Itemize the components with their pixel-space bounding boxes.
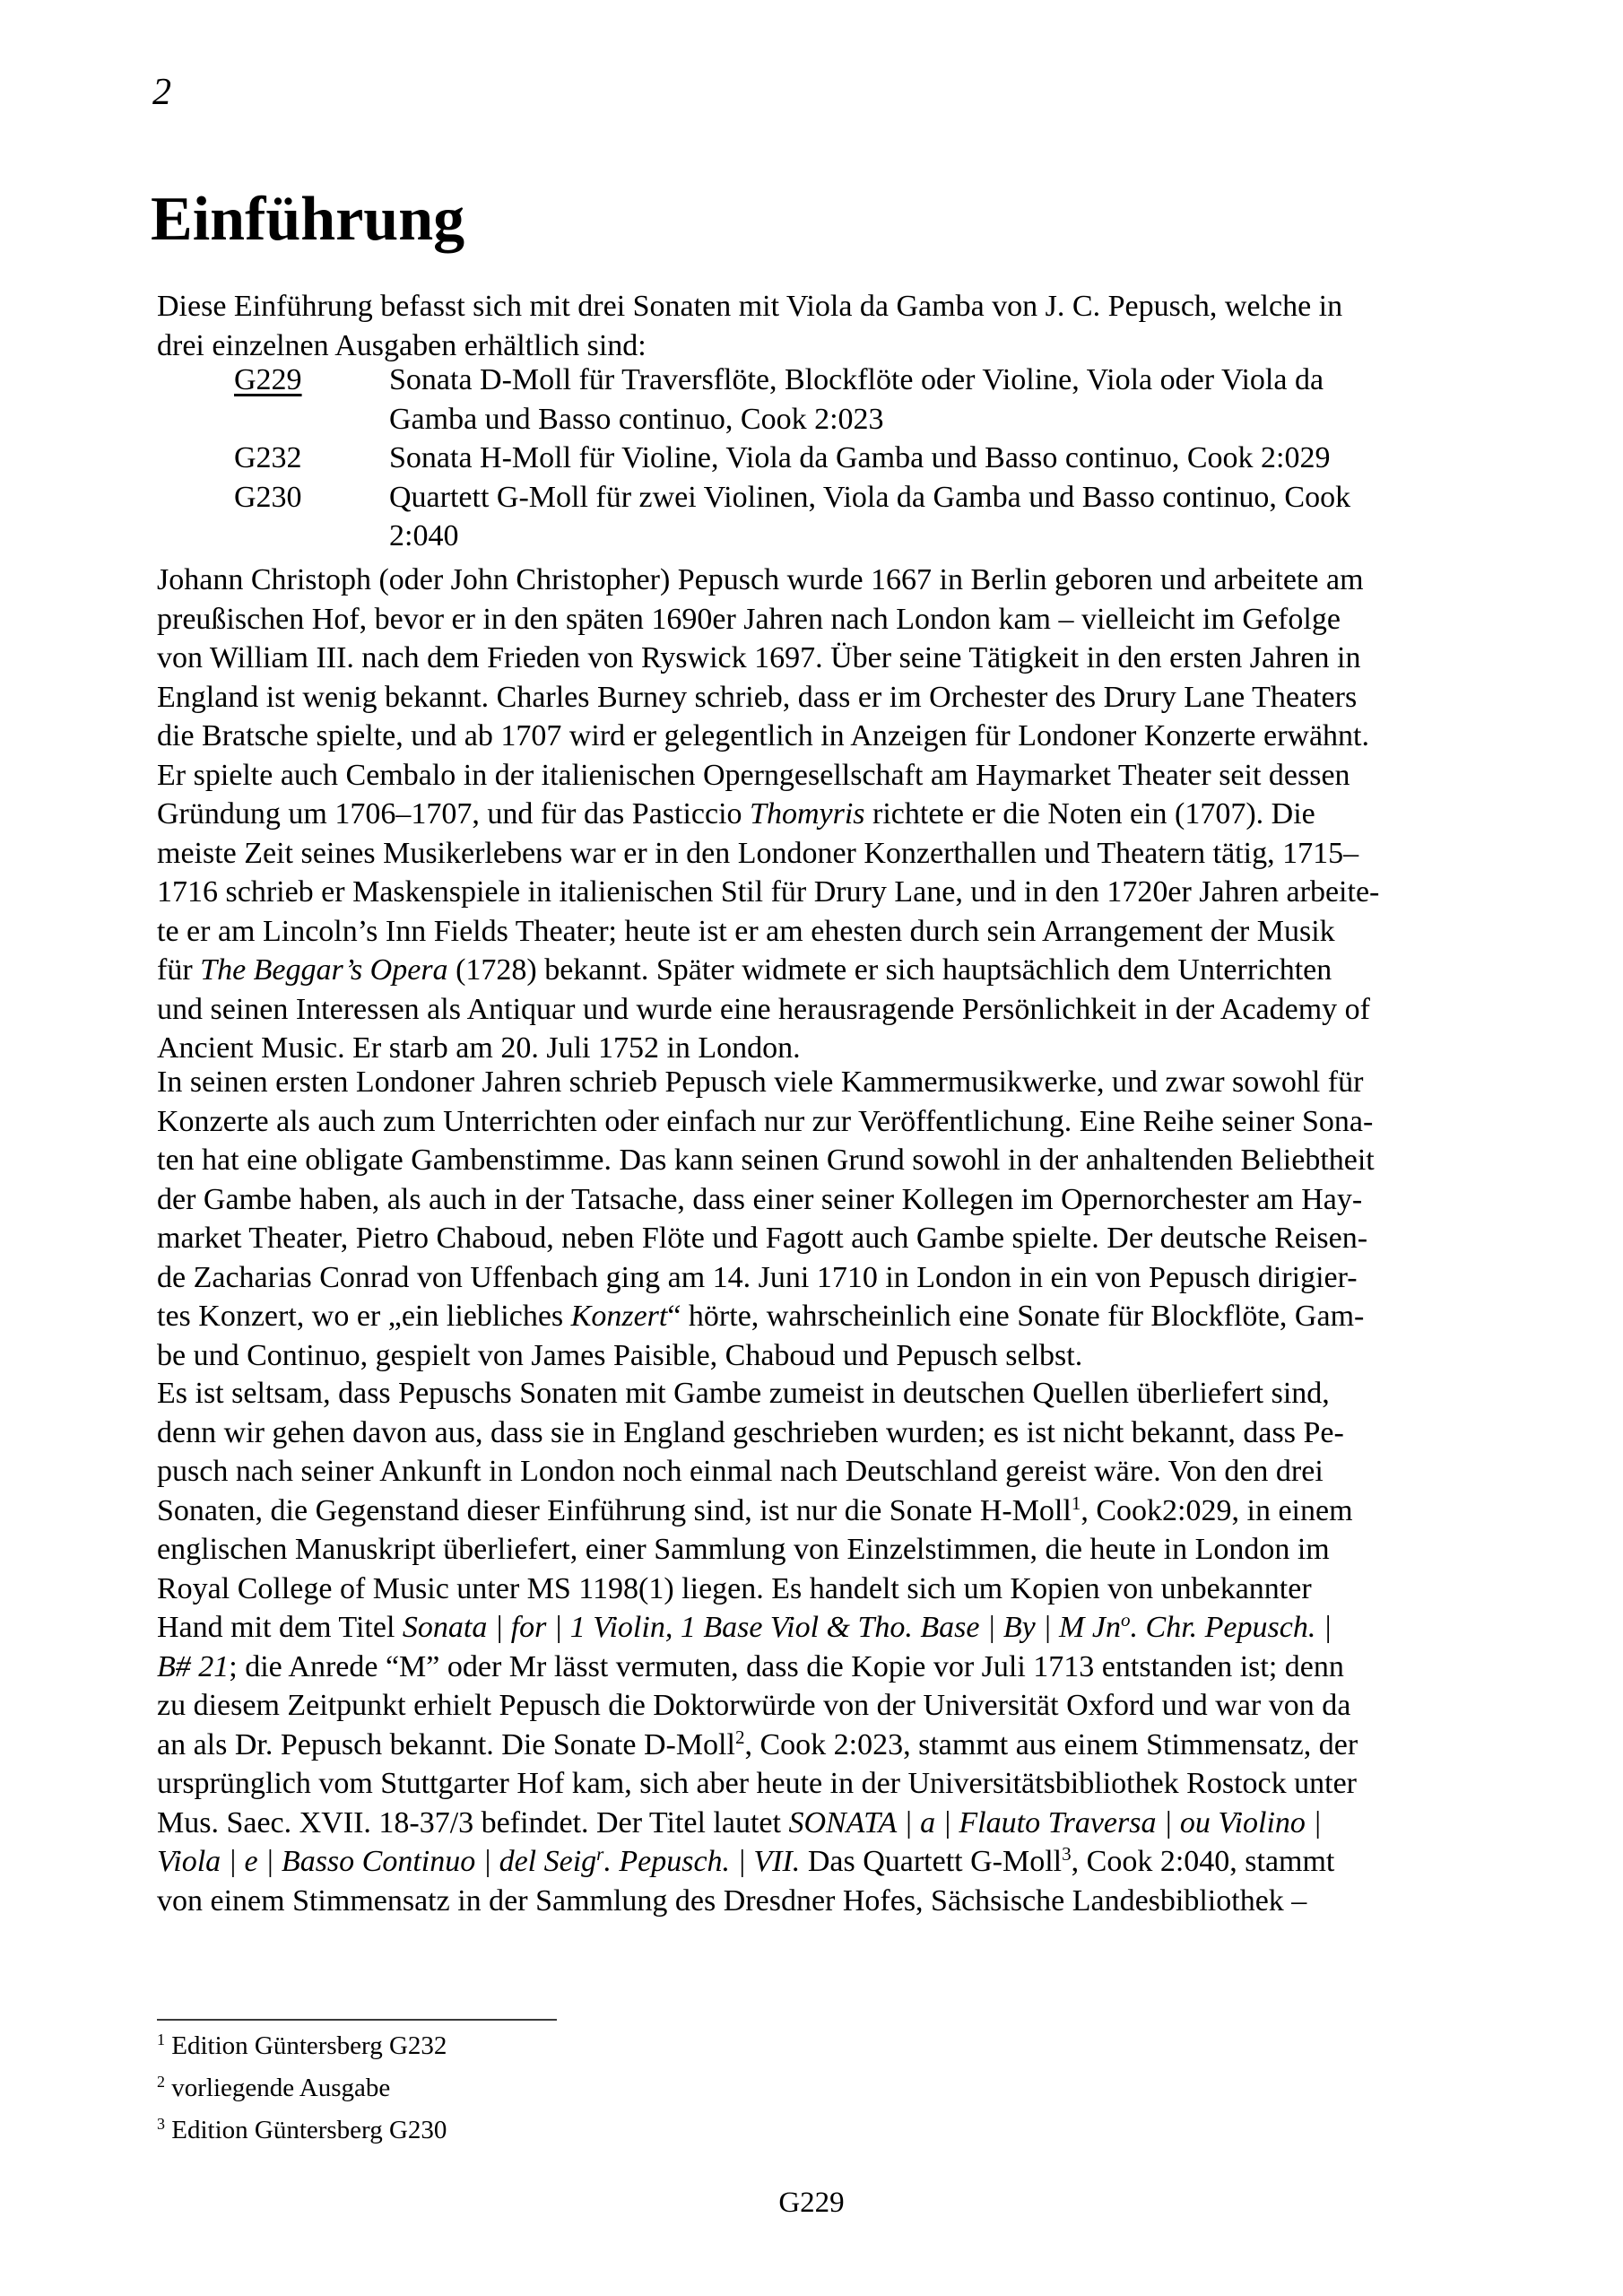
- text-line: [157, 1570, 1358, 1609]
- text-line: [157, 678, 1379, 718]
- text-segment: Er spielte auch Cembalo in der italienischen Operngesellschaft am Haymarket Theater seit dessen: [157, 758, 1350, 792]
- text-segment: Quartett G-Moll für zwei Violinen, Viola da Gamba und Basso continuo, Cook: [389, 480, 1351, 514]
- text-line: [389, 361, 1350, 400]
- intro-paragraph: [157, 287, 1342, 365]
- text-segment: Mus. Saec. XVII. 18-37/3 befindet. Der Titel lautet: [157, 1805, 789, 1839]
- text-segment: für: [157, 953, 201, 987]
- text-segment: Diese Einführung befasst sich mit drei Sonaten mit Viola da Gamba von J. C. Pepusch, welche in: [157, 290, 1343, 323]
- text-segment: Johann Christoph (oder John Christopher) Pepusch wurde 1667 in Berlin geboren und arbeitete am: [157, 563, 1364, 596]
- text-segment: Hand mit dem Titel: [157, 1611, 403, 1644]
- footnote-mark: 2: [157, 2073, 165, 2092]
- text-segment: B# 21: [157, 1649, 230, 1683]
- text-segment: richtete er die Noten ein (1707). Die: [864, 797, 1315, 831]
- edition-list-row: [157, 439, 1350, 478]
- text-line: [157, 1686, 1358, 1726]
- text-segment: (1728) bekannt. Später widmete er sich hauptsächlich dem Unterrichten: [447, 953, 1332, 987]
- edition-code: G229: [234, 363, 302, 396]
- text-segment: Ancient Music. Er starb am 20. Juli 1752 in London.: [157, 1031, 801, 1065]
- text-segment: , Cook2:029, in einem: [1081, 1493, 1353, 1527]
- text-line: [157, 1063, 1375, 1102]
- body-paragraph-1: [157, 561, 1379, 1068]
- footnote-separator: [157, 2019, 557, 2021]
- text-line: [157, 1258, 1375, 1298]
- text-segment: ; die Anrede “M” oder Mr lässt vermuten, dass die Kopie vor Juli 1713 entstanden ist; denn: [229, 1649, 1344, 1683]
- text-line: [157, 1297, 1375, 1336]
- text-segment: pusch nach seiner Ankunft in London noch einmal nach Deutschland gereist wäre. Von den drei: [157, 1455, 1324, 1488]
- text-segment: Konzert: [570, 1300, 668, 1333]
- edition-list-row: [157, 478, 1350, 556]
- text-line: [157, 1842, 1358, 1882]
- text-segment: und seinen Interessen als Antiquar und wurde eine herausragende Persönlichkeit in der Academy of: [157, 992, 1370, 1026]
- text-segment: . Chr. Pepusch. |: [1130, 1611, 1332, 1644]
- text-segment: die Bratsche spielte, und ab 1707 wird er gelegentlich in Anzeigen für Londoner Konzerte erwähnt.: [157, 719, 1369, 752]
- text-segment: de Zacharias Conrad von Uffenbach ging am 14. Juni 1710 in London in ein von Pepusch dirigier-: [157, 1260, 1358, 1294]
- page-number: 2: [152, 72, 171, 113]
- footnote-mark: 1: [157, 2031, 165, 2049]
- text-segment: . Pepusch. | VII.: [603, 1845, 801, 1878]
- text-segment: ten hat eine obligate Gambenstimme. Das kann seinen Grund sowohl in der anhaltenden Beliebtheit: [157, 1144, 1375, 1177]
- footnote: [157, 2067, 447, 2109]
- text-line: [157, 600, 1379, 639]
- text-line: [157, 834, 1379, 874]
- text-segment: te er am Lincoln’s Inn Fields Theater; heute ist er am ehesten durch sein Arrangement der Musik: [157, 914, 1335, 948]
- text-segment: der Gambe haben, als auch in der Tatsache, dass einer seiner Kollegen im Opernorchester am Hay-: [157, 1182, 1363, 1216]
- text-segment: Gründung um 1706–1707, und für das Pasticcio: [157, 797, 751, 831]
- edition-list: [157, 361, 1350, 556]
- text-segment: zu diesem Zeitpunkt erhielt Pepusch die Doktorwürde von der Universität Oxford und war von da: [157, 1689, 1351, 1722]
- text-segment: In seinen ersten Londoner Jahren schrieb Pepusch viele Kammermusikwerke, und zwar sowohl für: [157, 1065, 1364, 1099]
- text-segment: tes Konzert, wo er „ein liebliches: [157, 1300, 571, 1333]
- text-line: [157, 639, 1379, 678]
- text-segment: market Theater, Pietro Chaboud, neben Flöte und Fagott auch Gambe spielte. Der deutsche Reisen-: [157, 1222, 1368, 1255]
- superscript-text: 3: [1062, 1843, 1072, 1866]
- text-line: [157, 1374, 1358, 1413]
- text-line: [157, 1492, 1358, 1531]
- footnote-text: Edition Güntersberg G232: [164, 2031, 447, 2060]
- text-segment: Royal College of Music unter MS 1198(1) liegen. Es handelt sich um Kopien von unbekannter: [157, 1571, 1312, 1605]
- footnotes: [157, 2025, 447, 2152]
- text-line: [389, 439, 1350, 478]
- text-line: [157, 1726, 1358, 1765]
- text-segment: an als Dr. Pepusch bekannt. Die Sonate D-Moll: [157, 1727, 735, 1761]
- text-segment: The Beggar’s Opera: [200, 953, 448, 987]
- text-segment: ursprünglich vom Stuttgarter Hof kam, sich aber heute in der Universitätsbibliothek Rostock unter: [157, 1767, 1357, 1800]
- text-segment: be und Continuo, gespielt von James Paisible, Chaboud und Pepusch selbst.: [157, 1338, 1083, 1372]
- text-segment: 2:040: [389, 519, 459, 552]
- text-line: [157, 717, 1379, 756]
- text-segment: 1716 schrieb er Maskenspiele in italienischen Stil für Drury Lane, und in den 1720er Jahren arbeite-: [157, 875, 1380, 909]
- text-segment: von William III. nach dem Frieden von Ryswick 1697. Über seine Tätigkeit in den ersten Jahren in: [157, 641, 1361, 674]
- text-line: [157, 1141, 1375, 1180]
- text-line: [157, 951, 1379, 990]
- text-line: [157, 1413, 1358, 1453]
- text-line: [157, 990, 1379, 1030]
- text-segment: Viola | e | Basso Continuo | del Seig: [157, 1845, 597, 1878]
- text-segment: Thomyris: [750, 797, 865, 831]
- text-line: [157, 873, 1379, 912]
- text-segment: preußischen Hof, bevor er in den späten 1690er Jahren nach London kam – vielleicht im Gefolge: [157, 602, 1341, 636]
- text-line: [157, 756, 1379, 796]
- superscript-text: o: [1120, 1609, 1131, 1631]
- text-line: [157, 1452, 1358, 1492]
- body-paragraph-2: [157, 1063, 1375, 1375]
- text-line: [157, 287, 1342, 326]
- text-segment: denn wir gehen davon aus, dass sie in England geschrieben wurden; es ist nicht bekannt, dass Pe-: [157, 1415, 1344, 1449]
- page-footer: G229: [778, 2187, 845, 2219]
- text-segment: von einem Stimmensatz in der Sammlung des Dresdner Hofes, Sächsische Landesbibliothek –: [157, 1883, 1307, 1918]
- superscript-text: 1: [1071, 1492, 1081, 1514]
- text-line: [157, 326, 1342, 366]
- edition-code: G232: [234, 441, 302, 474]
- text-segment: SONATA | a | Flauto Traversa | ou Violino |: [788, 1805, 1322, 1839]
- edition-code: G230: [234, 480, 302, 514]
- text-line: [157, 1180, 1375, 1220]
- text-line: [157, 561, 1379, 600]
- text-line: [157, 912, 1379, 952]
- text-segment: Sonata D-Moll für Traversflöte, Blockflöte oder Violine, Viola oder Viola da: [389, 363, 1324, 396]
- text-line: [157, 1219, 1375, 1258]
- text-line: [157, 1882, 1358, 1921]
- footnote-mark: 3: [157, 2115, 165, 2134]
- text-line: [157, 795, 1379, 834]
- footnote: [157, 2109, 447, 2152]
- text-line: [157, 1764, 1358, 1804]
- text-segment: , Cook 2:040, stammt: [1071, 1845, 1335, 1878]
- text-line: [157, 1102, 1375, 1142]
- text-line: [389, 478, 1350, 517]
- text-segment: Sonata | for | 1 Violin, 1 Base Viol & Tho. Base | By | M Jn: [402, 1611, 1121, 1644]
- text-line: [389, 400, 1350, 439]
- text-segment: Gamba und Basso continuo, Cook 2:023: [389, 402, 884, 436]
- footnote: [157, 2025, 447, 2067]
- superscript-text: r: [596, 1843, 604, 1866]
- text-segment: Sonaten, die Gegenstand dieser Einführung sind, ist nur die Sonate H-Moll: [157, 1493, 1072, 1527]
- section-heading: Einführung: [151, 185, 465, 254]
- superscript-text: 2: [734, 1726, 745, 1748]
- text-line: [157, 1608, 1358, 1648]
- text-line: [157, 1648, 1358, 1687]
- text-segment: Es ist seltsam, dass Pepuschs Sonaten mit Gambe zumeist in deutschen Quellen überliefert sind,: [157, 1377, 1330, 1410]
- text-segment: , Cook 2:023, stammt aus einem Stimmensatz, der: [744, 1727, 1358, 1761]
- footnote-text: Edition Güntersberg G230: [164, 2116, 447, 2144]
- text-segment: Konzerte als auch zum Unterrichten oder einfach nur zur Veröffentlichung. Eine Reihe seiner Sona-: [157, 1104, 1374, 1138]
- text-line: [157, 1804, 1358, 1843]
- text-segment: “ hörte, wahrscheinlich eine Sonate für Blockflöte, Gam-: [667, 1300, 1365, 1333]
- text-line: [389, 517, 1350, 556]
- text-line: [157, 1029, 1379, 1068]
- text-line: [157, 1530, 1358, 1570]
- text-segment: England ist wenig bekannt. Charles Burney schrieb, dass er im Orchester des Drury Lane Theaters: [157, 680, 1358, 714]
- text-segment: drei einzelnen Ausgaben erhältlich sind:: [157, 328, 647, 362]
- text-line: [157, 1336, 1375, 1376]
- text-segment: Sonata H-Moll für Violine, Viola da Gamba und Basso continuo, Cook 2:029: [389, 441, 1331, 474]
- text-segment: meiste Zeit seines Musikerlebens war er in den Londoner Konzerthallen und Theatern tätig, 1715–: [157, 836, 1359, 870]
- body-paragraph-3: [157, 1374, 1358, 1920]
- edition-list-row: [157, 361, 1350, 439]
- text-segment: englischen Manuskript überliefert, einer Sammlung von Einzelstimmen, die heute in London im: [157, 1533, 1330, 1566]
- footnote-text: vorliegende Ausgabe: [164, 2074, 391, 2102]
- text-segment: Das Quartett G-Moll: [800, 1845, 1063, 1878]
